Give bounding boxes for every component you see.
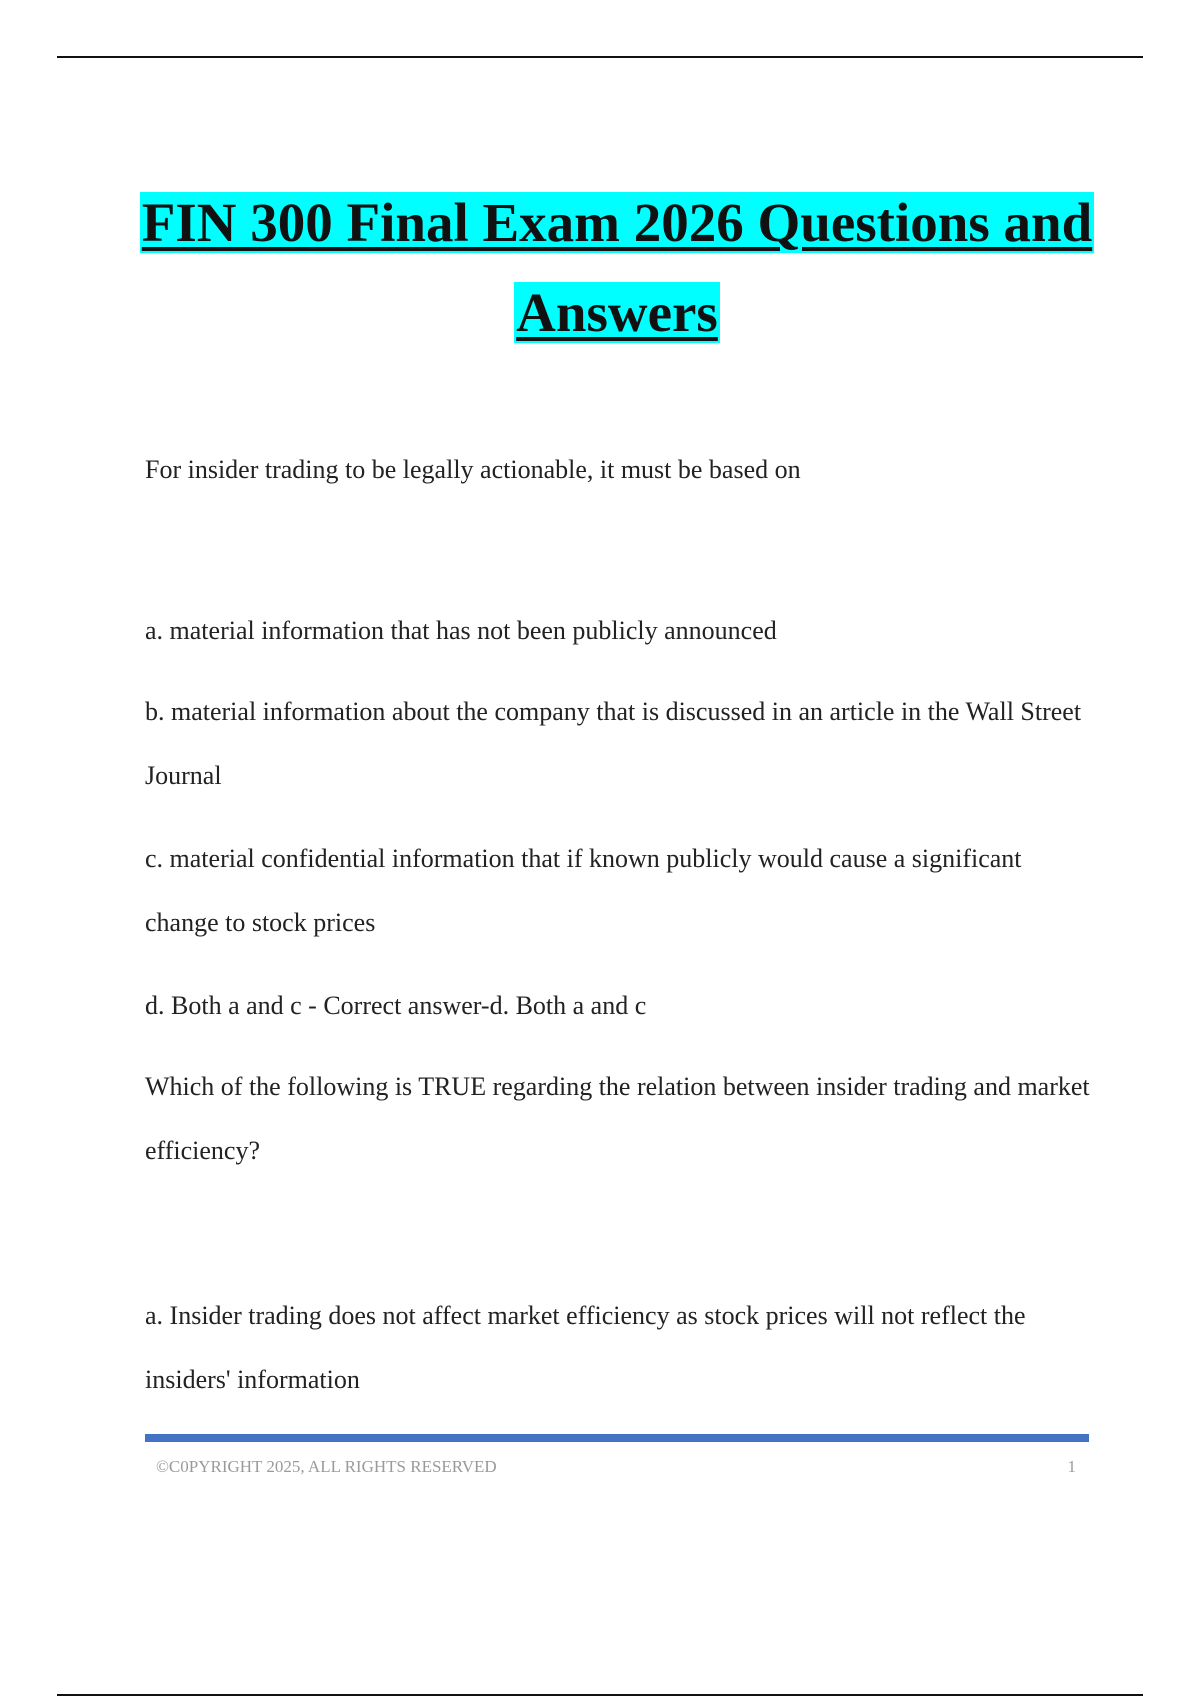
page-title	[130, 178, 1104, 358]
question-1-text: For insider trading to be legally actionable, it must be based on	[145, 455, 801, 484]
question-2-text: Which of the following is TRUE regarding the relation between insider trading and market efficiency?	[145, 1072, 1090, 1165]
question-1-option-a: a. material information that has not been publicly announced	[145, 616, 777, 645]
header-rule	[57, 56, 1143, 58]
footer-divider	[145, 1434, 1089, 1442]
page-number: 1	[1067, 1457, 1076, 1476]
bottom-rule	[57, 1694, 1143, 1696]
question-1-option-b: b. material information about the company that is discussed in an article in the Wall Street Journal	[145, 697, 1082, 790]
title-line-2: Answers	[516, 282, 718, 343]
question-1-option-d-answer: d. Both a and c - Correct answer-d. Both a and c	[145, 991, 647, 1020]
question-1-option-c: c. material confidential information that if known publicly would cause a significant change to stock prices	[145, 844, 1022, 937]
footer-copyright: ©C0PYRIGHT 2025, ALL RIGHTS RESERVED	[156, 1457, 497, 1476]
title-line-1: FIN 300 Final Exam 2026 Questions and	[141, 192, 1093, 253]
question-2-option-a: a. Insider trading does not affect market efficiency as stock prices will not reflect the insiders' information	[145, 1301, 1026, 1394]
